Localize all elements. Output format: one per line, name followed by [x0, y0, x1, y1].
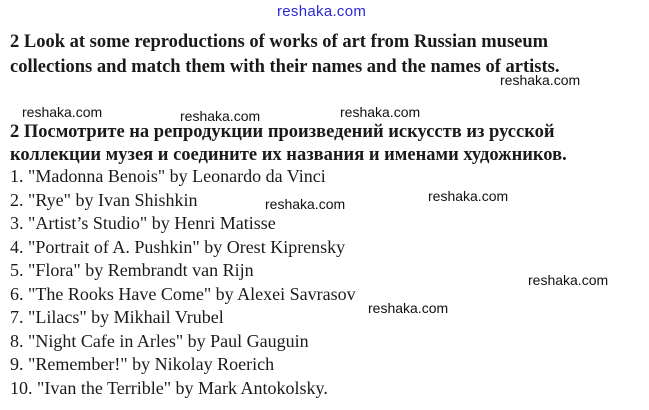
list-item: 2. "Rye" by Ivan Shishkin — [10, 189, 198, 210]
list-item: 10. "Ivan the Terrible" by Mark Antokolsky. — [10, 377, 328, 398]
watermark: reshaka.com — [528, 272, 609, 288]
list-item: 7. "Lilacs" by Mikhail Vrubel — [10, 307, 224, 327]
list-item: 6. "The Rooks Have Come" by Alexei Savrasov — [10, 283, 356, 304]
list-item: 8. "Night Cafe in Arles" by Paul Gauguin — [10, 330, 309, 351]
watermark: reshaka.com — [500, 72, 581, 88]
task-heading-ru-line2: коллекции музея и соедините их названия и именами художников. — [10, 145, 567, 165]
task-heading-en-line2: collections and match them with their names and the names of artists. — [10, 57, 560, 77]
watermark: reshaka.com — [428, 188, 509, 204]
list-item: 3. "Artist’s Studio" by Henri Matisse — [10, 213, 276, 233]
watermark: reshaka.com — [22, 104, 103, 120]
list-item: 4. "Portrait of A. Pushkin" by Orest Kiprensky — [10, 236, 346, 257]
watermark: reshaka.com — [265, 196, 346, 212]
watermark: reshaka.com — [368, 300, 449, 316]
list-item: 1. "Madonna Benois" by Leonardo da Vinci — [10, 166, 326, 186]
watermark: reshaka.com — [180, 108, 261, 124]
list-item: 5. "Flora" by Rembrandt van Rijn — [10, 260, 254, 280]
watermark-top: reshaka.com — [277, 3, 367, 20]
artwork-list — [10, 165, 356, 400]
task-heading-en-line1: 2 Look at some reproductions of works of art from Russian museum — [10, 32, 549, 52]
task-heading-ru-line1: 2 Посмотрите на репродукции произведений искусств из русской — [10, 122, 555, 142]
watermark: reshaka.com — [340, 104, 421, 120]
list-item: 9. "Remember!" by Nikolay Roerich — [10, 354, 275, 374]
